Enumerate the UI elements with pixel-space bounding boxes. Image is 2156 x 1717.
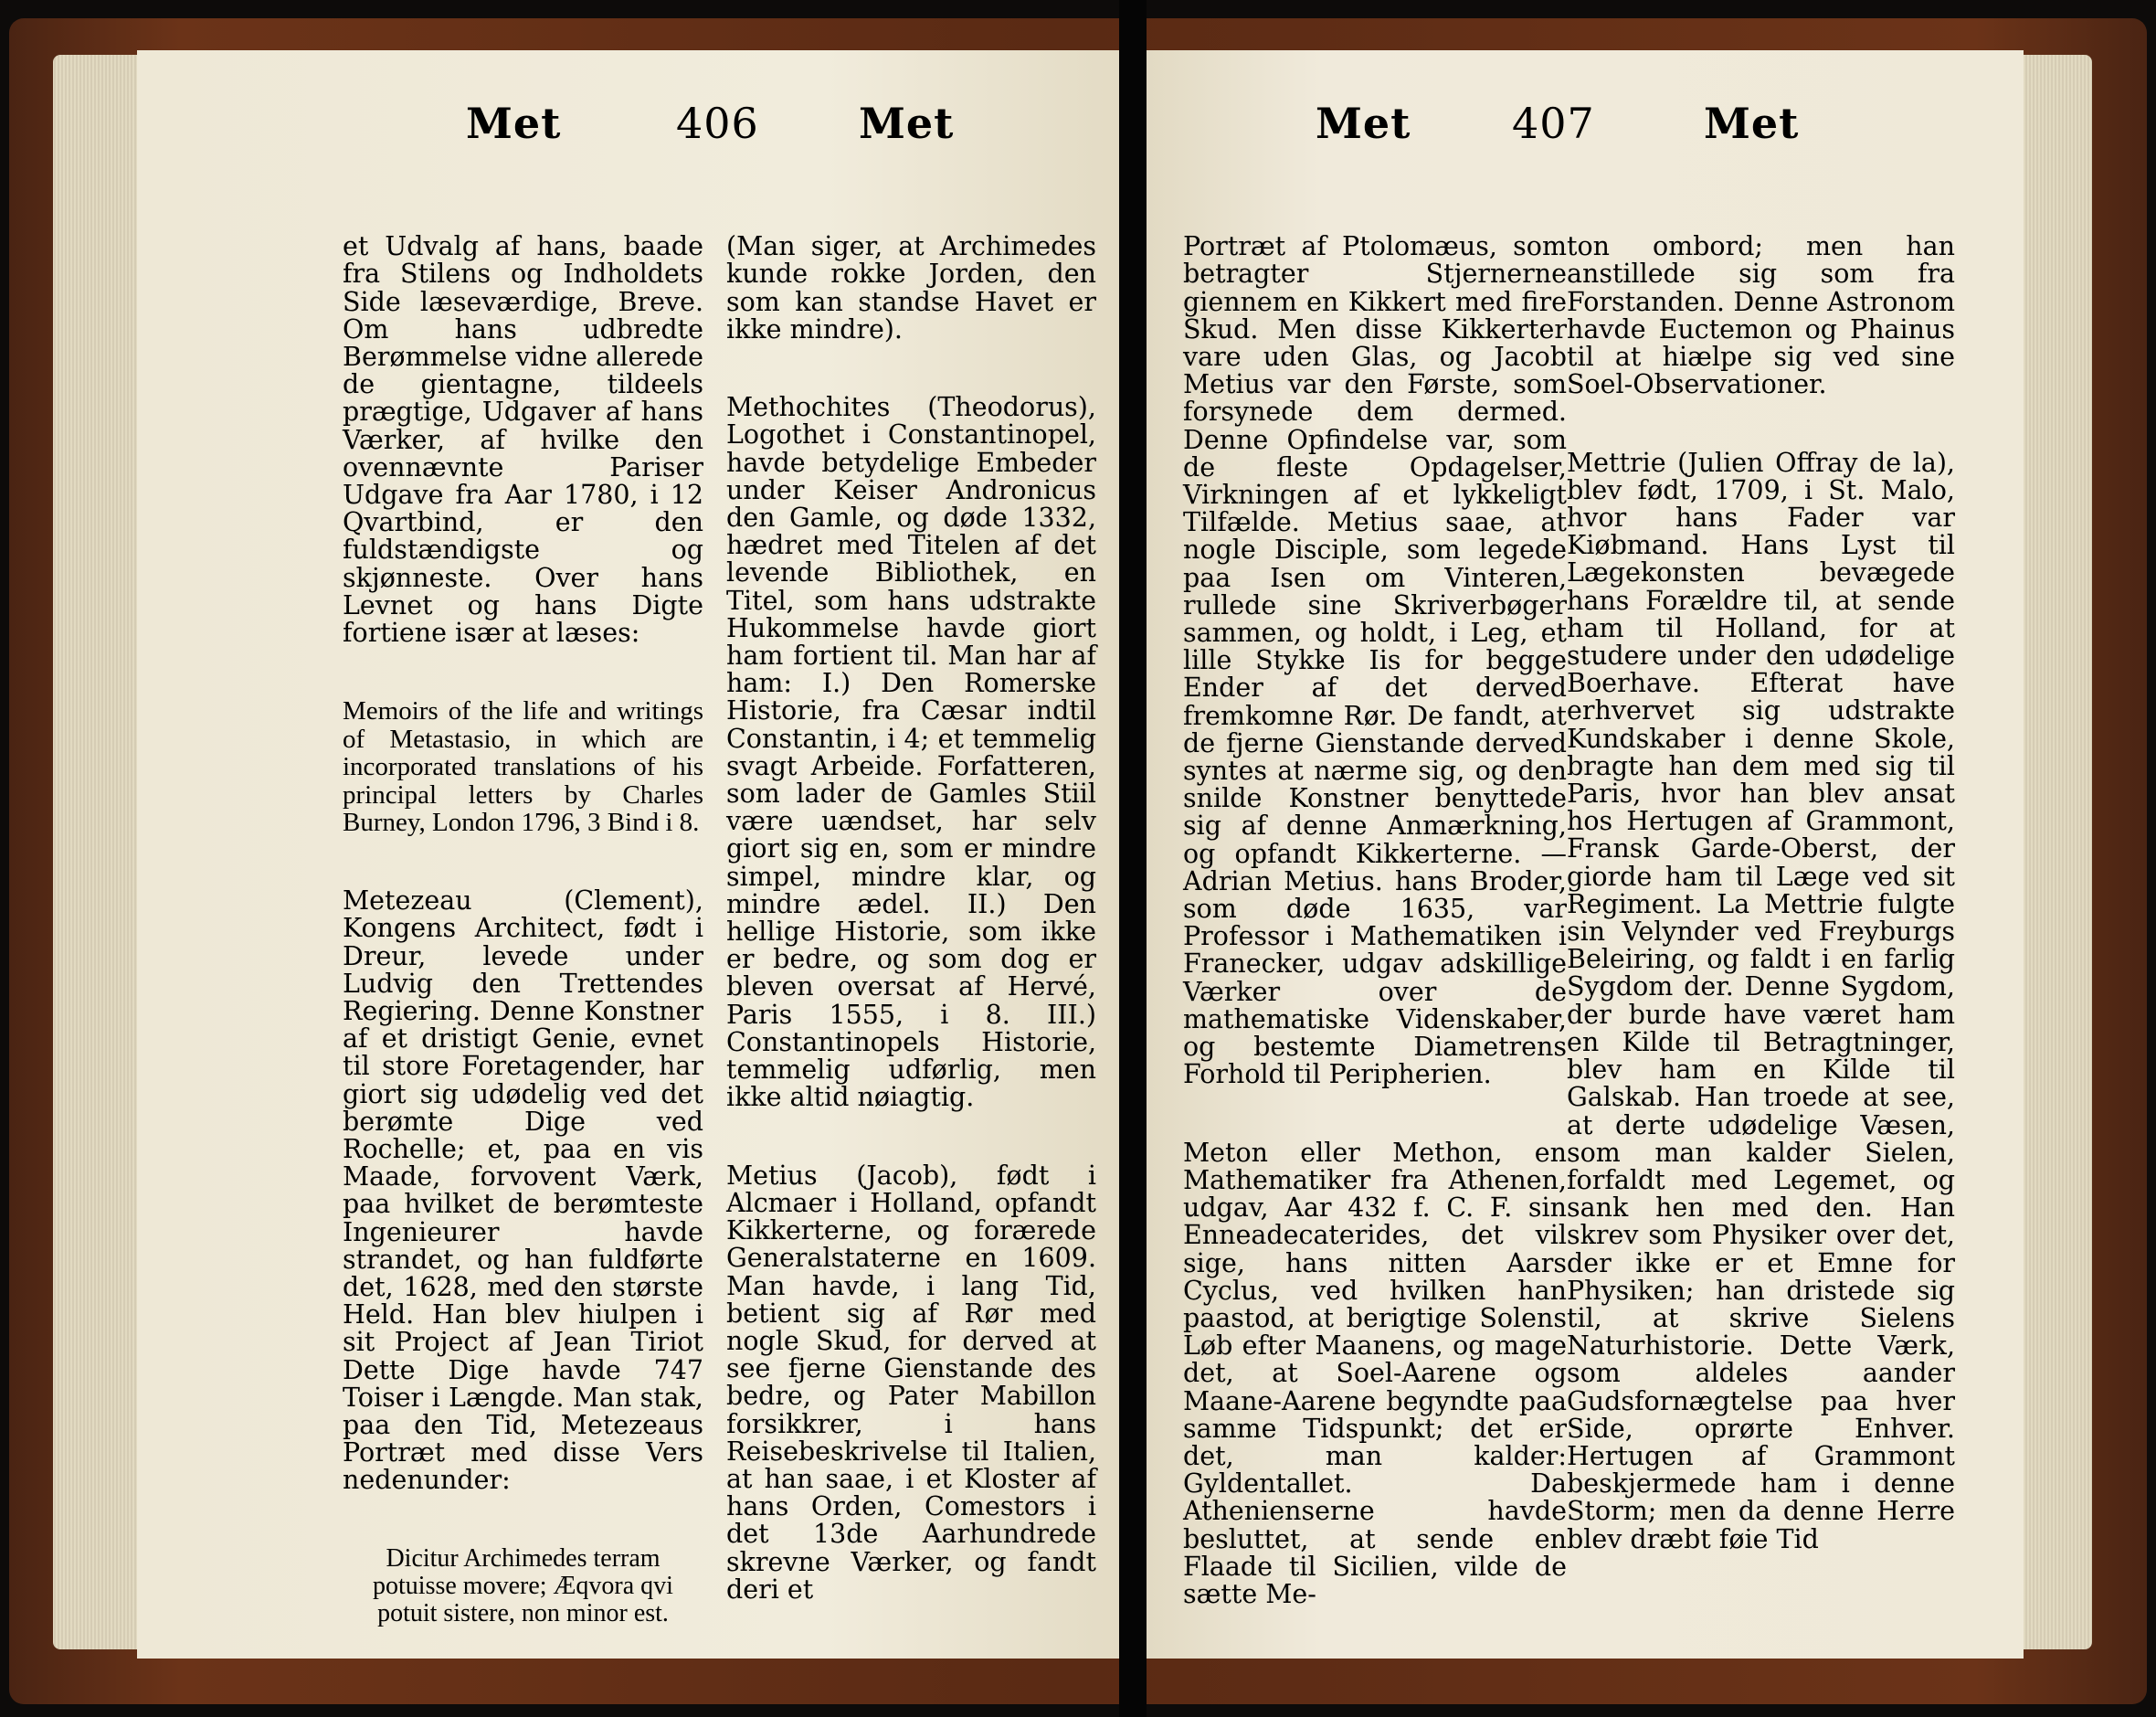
entry-mettrie: Mettrie (Julien Offray de la), blev født, 1709, i St. Malo, hvor hans Fader var Kiøbmand. Hans Lyst til Lægekonsten bevægede hans Forældre til, at sende ham til Holland, for at studere under den udødelige Boerhave. Efterat have erhvervet sig udstrakte Kundskaber i denne Skole, bragte han dem med sig til Paris, hvor han blev ansat hos Hertugen af Grammont, Fransk Garde-Oberst, der giorde ham til Læge ved sit Regiment. La Mettrie fulgte sin Velynder ved Freyburgs Beleiring, og faldt i en farlig Sygdom der. Denne Sygdom, der burde have været ham en Kilde til Betragtninger, blev ham en Kilde til Galskab. Han troede at see, at derte udødelige Væsen, som man kalder Sielen, forfaldt med Legemet, og sank hen med den. Han skrev som Physiker over det, der ikke er et Emne for Physiken; han dristede sig til, at skrive Sielens Naturhistorie. Dette Værk, som aldeles aander Gudsfornægtelse paa hver Side, oprørte Enhver. Hertugen af Grammont beskjermede ham i denne Storm; men da denne Herre blev dræbt føie Tid xyxy=(1567,447,1955,1554)
right-header-keyword-right: Met xyxy=(1704,99,1800,148)
left-page-number: 406 xyxy=(676,99,759,148)
right-header-keyword: Met xyxy=(1316,99,1411,148)
scan-divider xyxy=(1119,0,1147,1717)
right-page-column-2 xyxy=(1567,206,1955,1604)
text-paragraph-english: Memoirs of the life and writings of Metastasio, in which are incorporated translations of his principal letters by Charles Burney, London 1796, 3 Bind i 8. xyxy=(343,696,703,838)
left-header-keyword-right: Met xyxy=(859,99,955,148)
entry-methochites: Methochites (Theodorus), Logothet i Constantinopel, havde betydelige Embeder under Keiser Andronicus den Gamle, og døde 1332, hædret med Titelen af det levende Bibliothek, en Titel, som hans udstrakte Hukommelse havde giort ham fortient til. Man har af ham: I.) Den Romerske Historie, fra Cæsar indtil Constantin, i 4; et temmelig svagt Arbeide. Forfatteren, som lader de Gamles Stiil være uændset, har selv giort sig en, som er mindre simpel, mindre klar, og mindre ædel. II.) Den hellige Historie, som ikke er bedre, og som dog er bleven oversat af Hervé, Paris 1555, i 8. III.) Constantinopels Historie, temmelig udførlig, men ikke altid nøiagtig. xyxy=(726,392,1096,1113)
left-header-keyword: Met xyxy=(466,99,562,148)
latin-verse: Dicitur Archimedes terram potuisse movere; Æqvora qvi potuit sistere, non minor est. xyxy=(373,1543,673,1627)
entry-metius: Metius (Jacob), født i Alcmaer i Holland, opfandt Kikkerterne, og forærede Generalstaterne en 1609. Man havde, i lang Tid, betient sig af Rør med nogle Skud, for derved at see fjerne Gienstande des bedre, og Pater Mabillon forsikkrer, i hans Reisebeskrivelse til Italien, at han saae, i et Kloster af hans Orden, Comestors i det 13de Aarhundrede skrevne Værker, og fandt deri et xyxy=(726,1160,1096,1605)
right-page-column-1 xyxy=(1183,206,1567,1659)
text-paragraph: (Man siger, at Archimedes kunde rokke Jorden, den som kan standse Havet er ikke mindre). xyxy=(726,231,1096,344)
text-paragraph: Portræt af Ptolomæus, som betragter Stjernerne giennem en Kikkert med fire Skud. Men disse Kikkerter vare uden Glas, og Jacob Metius var den Første, som forsynede dem dermed. Denne Opfindelse var, som de fleste Opdagelser, Virkningen af et lykkeligt Tilfælde. Metius saae, at nogle Disciple, som legede paa Isen om Vinteren, rullede sine Skriverbøger sammen, og holdt, i Leg, et lille Stykke Iis for begge Ender af det derved fremkomne Rør. De fandt, at de fjerne Gienstande derved syntes at nærme sig, og den snilde Konstner benyttede sig af denne Anmærkning, og opfandt Kikkerterne. — Adrian Metius. hans Broder, som døde 1635, var Professor i Mathematiken i Franecker, udgav adskillige Værker over de mathematiske Videnskaber, og bestemte Diametrens Forhold til Peripherien. xyxy=(1183,231,1567,1090)
left-page-column-2 xyxy=(726,206,1096,1654)
entry-meton: Meton eller Methon, en Mathematiker fra Athenen, udgav, Aar 432 f. C. F. sin Enneadecaterides, det vil sige, hans nitten Aars Cyclus, ved hvilken han paastod, at berigtige Solens Løb efter Maanens, og mage det, at Soel-Aarene og Maane-Aarene begyndte paa samme Tidspunkt; det er det, man kalder: Gyldentallet. Da Athenienserne havde besluttet, at sende en Flaade til Sicilien, vilde de sætte Me- xyxy=(1183,1137,1567,1609)
entry-metezeau: Metezeau (Clement), Kongens Architect, født i Dreur, levede under Ludvig den Trettendes Regiering. Denne Konstner af et dristigt Genie, evnet til store Foretagender, har giort sig udødelig ved det berømte Dige ved Rochelle; et, paa en vis Maade, forvovent Værk, paa hvilket de berømteste Ingenieurer havde strandet, og han fuldførte det, 1628, med den største Held. Han blev hiulpen i sit Project af Jean Tiriot Dette Dige havde 747 Toiser i Længde. Man stak, paa den Tid, Metezeaus Portræt med disse Vers nedenunder: xyxy=(343,885,703,1496)
text-paragraph: et Udvalg af hans, baade fra Stilens og Indholdets Side læseværdige, Breve. Om hans udbredte Berømmelse vidne allerede de gientagne, tildeels prægtige, Udgaver af hans Værker, af hvilke den ovennævnte Pariser Udgave fra Aar 1780, i 12 Qvartbind, er den fuldstændigste og skjønneste. Over hans Levnet og hans Digte fortiene især at læses: xyxy=(343,231,703,649)
right-page-number: 407 xyxy=(1512,99,1595,148)
left-page-column-1 xyxy=(343,206,703,1678)
text-paragraph: ton ombord; men han anstillede sig som fra Forstanden. Denne Astronom havde Euctemon og Phainus til at hiælpe sig ved sine Soel-Observationer. xyxy=(1567,231,1955,400)
